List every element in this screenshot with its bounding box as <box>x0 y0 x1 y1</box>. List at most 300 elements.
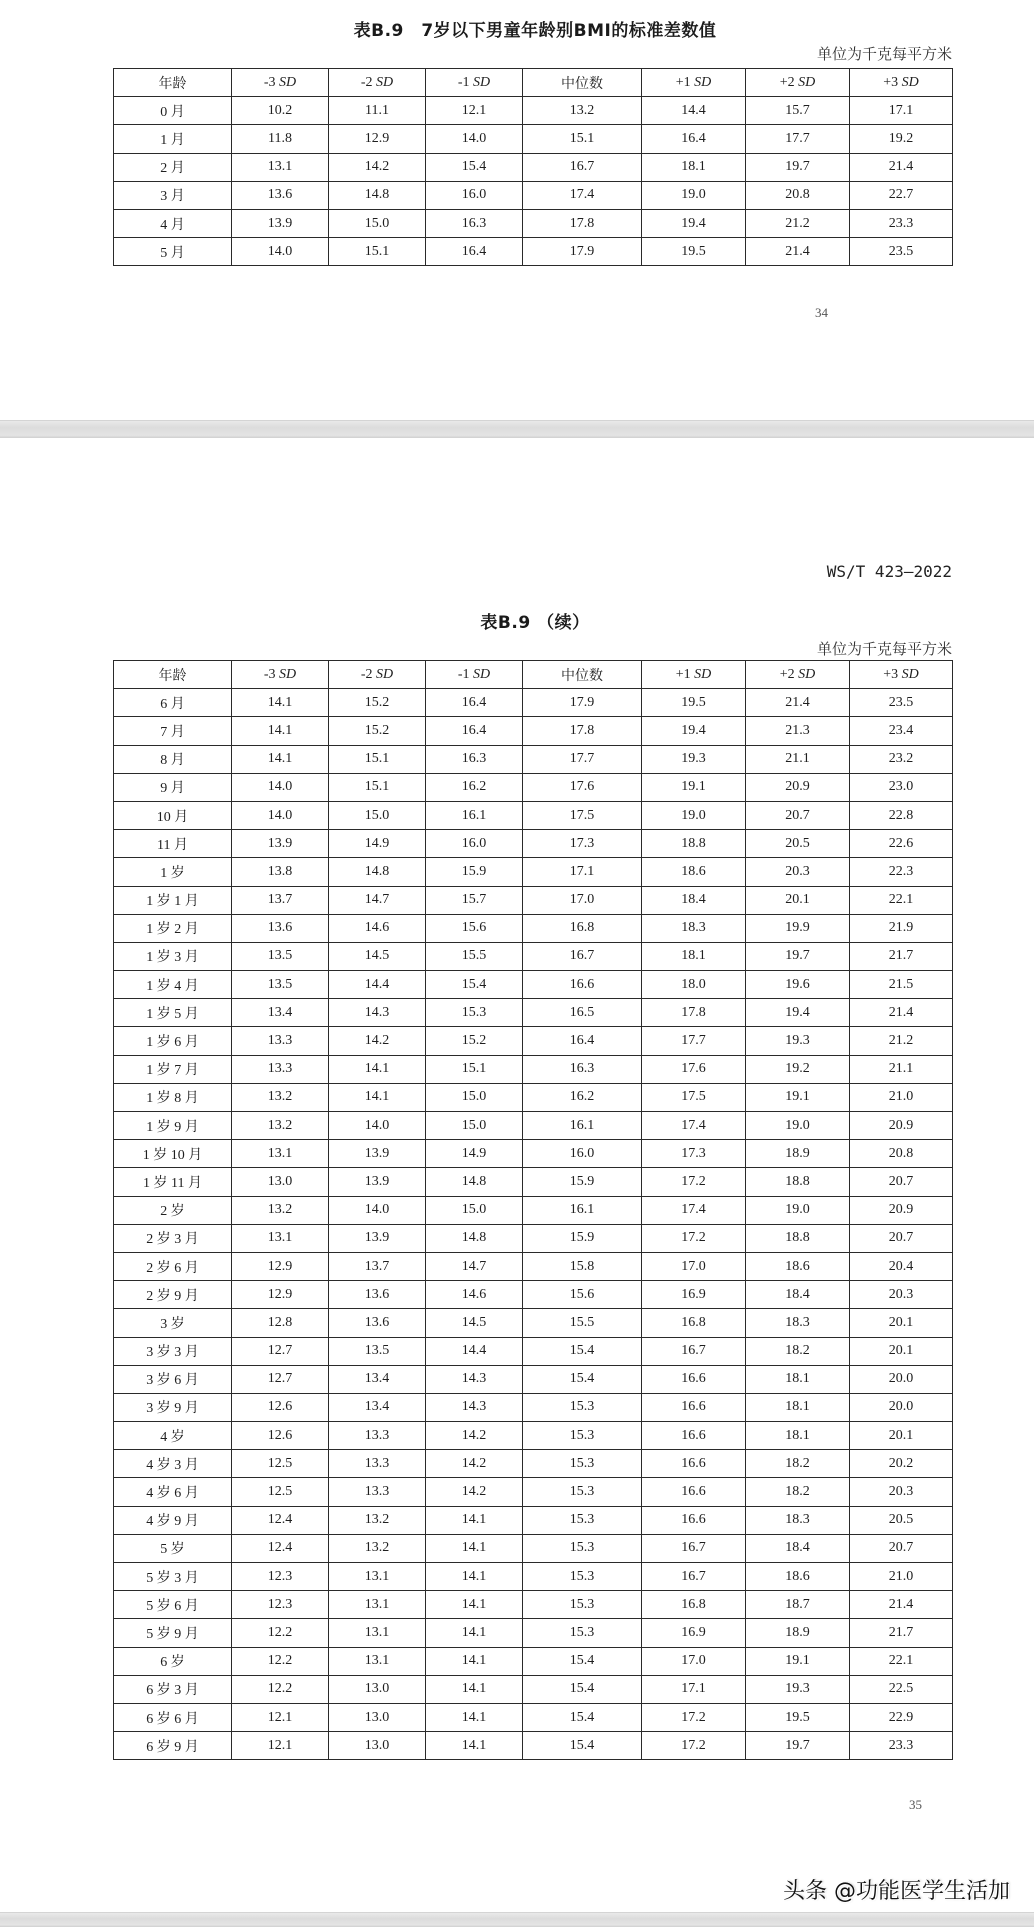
value-cell: 15.7 <box>746 97 850 125</box>
table-row <box>114 1055 953 1083</box>
table-row <box>114 1168 953 1196</box>
value-cell: 16.1 <box>523 1112 642 1140</box>
value-cell: 15.1 <box>329 238 426 266</box>
value-cell: 16.6 <box>642 1422 746 1450</box>
table-row <box>114 1450 953 1478</box>
value-cell: 17.8 <box>523 209 642 237</box>
column-header-label: 年龄 <box>158 76 187 92</box>
value-cell: 17.2 <box>642 1703 746 1731</box>
value-cell: 18.1 <box>642 153 746 181</box>
sd-unit-label: SD <box>279 74 297 90</box>
value-cell: 15.3 <box>523 1563 642 1591</box>
value-cell: 14.1 <box>426 1534 523 1562</box>
value-cell: 13.1 <box>232 1224 329 1252</box>
age-cell: 3 岁 3 月 <box>114 1337 232 1365</box>
value-cell: 15.4 <box>523 1732 642 1760</box>
value-cell: 17.3 <box>642 1140 746 1168</box>
column-header-label: 中位数 <box>561 76 603 92</box>
value-cell: 18.0 <box>642 971 746 999</box>
value-cell: 16.6 <box>642 1450 746 1478</box>
value-cell: 20.7 <box>850 1534 953 1562</box>
age-cell: 2 月 <box>114 153 232 181</box>
value-cell: 13.5 <box>232 942 329 970</box>
column-header-label: 中位数 <box>561 668 603 684</box>
table-row <box>114 745 953 773</box>
value-cell: 12.9 <box>232 1281 329 1309</box>
value-cell: 19.9 <box>746 914 850 942</box>
sd-unit-label: SD <box>901 666 919 682</box>
value-cell: 21.4 <box>746 689 850 717</box>
value-cell: 15.2 <box>329 717 426 745</box>
value-cell: 13.2 <box>232 1196 329 1224</box>
value-cell: 17.1 <box>642 1675 746 1703</box>
value-cell: 18.3 <box>642 914 746 942</box>
table-title: 表B.9 7岁以下男童年龄别BMI的标准差数值 <box>353 21 717 41</box>
sd-unit-label: SD <box>376 666 394 682</box>
column-header-label: -2 <box>360 666 377 682</box>
value-cell: 14.5 <box>329 942 426 970</box>
value-cell: 12.1 <box>232 1703 329 1731</box>
value-cell: 14.9 <box>426 1140 523 1168</box>
column-header <box>114 661 232 689</box>
value-cell: 12.5 <box>232 1478 329 1506</box>
table-row <box>114 1337 953 1365</box>
column-header-label: +1 <box>675 666 695 682</box>
sd-unit-label: SD <box>473 666 491 682</box>
column-header <box>329 661 426 689</box>
value-cell: 13.0 <box>329 1732 426 1760</box>
value-cell: 20.3 <box>746 858 850 886</box>
value-cell: 15.2 <box>329 689 426 717</box>
value-cell: 15.3 <box>523 1478 642 1506</box>
value-cell: 13.3 <box>329 1478 426 1506</box>
column-header <box>850 661 953 689</box>
value-cell: 15.0 <box>426 1196 523 1224</box>
value-cell: 13.3 <box>329 1450 426 1478</box>
age-cell: 1 月 <box>114 125 232 153</box>
age-cell: 2 岁 3 月 <box>114 1224 232 1252</box>
age-cell: 3 月 <box>114 181 232 209</box>
value-cell: 17.7 <box>523 745 642 773</box>
value-cell: 13.5 <box>232 971 329 999</box>
column-header <box>426 69 523 97</box>
value-cell: 15.4 <box>523 1647 642 1675</box>
value-cell: 12.3 <box>232 1591 329 1619</box>
table-row <box>114 1365 953 1393</box>
table-row <box>114 1534 953 1562</box>
value-cell: 13.1 <box>329 1563 426 1591</box>
value-cell: 14.4 <box>329 971 426 999</box>
table-row <box>114 999 953 1027</box>
sd-unit-label: SD <box>694 666 712 682</box>
value-cell: 16.6 <box>642 1365 746 1393</box>
table-row <box>114 1140 953 1168</box>
table-row <box>114 1083 953 1111</box>
value-cell: 15.9 <box>523 1168 642 1196</box>
value-cell: 20.1 <box>850 1309 953 1337</box>
value-cell: 14.4 <box>426 1337 523 1365</box>
table-row <box>114 1591 953 1619</box>
value-cell: 15.0 <box>426 1083 523 1111</box>
value-cell: 17.5 <box>642 1083 746 1111</box>
age-cell: 5 岁 <box>114 1534 232 1562</box>
value-cell: 20.8 <box>746 181 850 209</box>
page-number: 34 <box>815 305 828 320</box>
value-cell: 20.5 <box>746 830 850 858</box>
value-cell: 23.4 <box>850 717 953 745</box>
value-cell: 17.4 <box>642 1112 746 1140</box>
value-cell: 20.8 <box>850 1140 953 1168</box>
value-cell: 17.3 <box>523 830 642 858</box>
table-row <box>114 1309 953 1337</box>
value-cell: 16.6 <box>642 1393 746 1421</box>
value-cell: 15.3 <box>426 999 523 1027</box>
value-cell: 23.3 <box>850 1732 953 1760</box>
value-cell: 13.4 <box>232 999 329 1027</box>
value-cell: 18.1 <box>746 1393 850 1421</box>
value-cell: 13.6 <box>232 914 329 942</box>
value-cell: 13.9 <box>329 1140 426 1168</box>
value-cell: 23.2 <box>850 745 953 773</box>
value-cell: 15.4 <box>523 1675 642 1703</box>
value-cell: 14.0 <box>232 801 329 829</box>
value-cell: 12.1 <box>232 1732 329 1760</box>
column-header <box>329 69 426 97</box>
value-cell: 13.2 <box>232 1112 329 1140</box>
value-cell: 14.1 <box>426 1506 523 1534</box>
value-cell: 23.5 <box>850 689 953 717</box>
value-cell: 16.7 <box>642 1337 746 1365</box>
value-cell: 16.4 <box>523 1027 642 1055</box>
value-cell: 17.5 <box>523 801 642 829</box>
age-cell: 5 月 <box>114 238 232 266</box>
table-row <box>114 1563 953 1591</box>
value-cell: 14.1 <box>426 1563 523 1591</box>
value-cell: 18.9 <box>746 1619 850 1647</box>
value-cell: 13.5 <box>329 1337 426 1365</box>
value-cell: 15.5 <box>523 1309 642 1337</box>
value-cell: 13.0 <box>232 1168 329 1196</box>
value-cell: 16.8 <box>523 914 642 942</box>
value-cell: 22.1 <box>850 1647 953 1675</box>
column-header <box>850 69 953 97</box>
value-cell: 17.0 <box>642 1647 746 1675</box>
value-cell: 21.4 <box>850 1591 953 1619</box>
table-row <box>114 97 953 125</box>
value-cell: 18.1 <box>642 942 746 970</box>
age-cell: 4 岁 3 月 <box>114 1450 232 1478</box>
value-cell: 21.5 <box>850 971 953 999</box>
table-row <box>114 858 953 886</box>
value-cell: 14.3 <box>426 1393 523 1421</box>
value-cell: 14.8 <box>426 1168 523 1196</box>
value-cell: 14.0 <box>329 1112 426 1140</box>
table-header-row <box>114 661 953 689</box>
value-cell: 16.7 <box>642 1534 746 1562</box>
value-cell: 18.1 <box>746 1365 850 1393</box>
value-cell: 16.8 <box>642 1591 746 1619</box>
age-cell: 6 月 <box>114 689 232 717</box>
table-row <box>114 830 953 858</box>
value-cell: 13.9 <box>329 1168 426 1196</box>
table-row <box>114 1732 953 1760</box>
value-cell: 23.3 <box>850 209 953 237</box>
value-cell: 23.0 <box>850 773 953 801</box>
column-header-label: +2 <box>779 74 799 90</box>
value-cell: 13.6 <box>329 1281 426 1309</box>
value-cell: 15.3 <box>523 1619 642 1647</box>
age-cell: 1 岁 2 月 <box>114 914 232 942</box>
value-cell: 18.7 <box>746 1591 850 1619</box>
value-cell: 13.3 <box>232 1027 329 1055</box>
value-cell: 12.9 <box>232 1252 329 1280</box>
value-cell: 14.8 <box>426 1224 523 1252</box>
value-cell: 17.2 <box>642 1168 746 1196</box>
age-cell: 1 岁 4 月 <box>114 971 232 999</box>
value-cell: 13.4 <box>329 1393 426 1421</box>
value-cell: 18.4 <box>642 886 746 914</box>
age-cell: 1 岁 1 月 <box>114 886 232 914</box>
value-cell: 20.4 <box>850 1252 953 1280</box>
column-header <box>232 69 329 97</box>
value-cell: 20.0 <box>850 1393 953 1421</box>
value-cell: 14.7 <box>426 1252 523 1280</box>
value-cell: 22.3 <box>850 858 953 886</box>
value-cell: 12.1 <box>426 97 523 125</box>
value-cell: 16.0 <box>426 181 523 209</box>
value-cell: 19.4 <box>642 209 746 237</box>
value-cell: 12.5 <box>232 1450 329 1478</box>
bmi-table-part2 <box>113 660 953 1760</box>
value-cell: 15.7 <box>426 886 523 914</box>
value-cell: 13.6 <box>232 181 329 209</box>
value-cell: 15.3 <box>523 1506 642 1534</box>
value-cell: 13.4 <box>329 1365 426 1393</box>
value-cell: 21.4 <box>850 153 953 181</box>
value-cell: 16.8 <box>642 1309 746 1337</box>
page-separator <box>0 420 1034 438</box>
value-cell: 21.7 <box>850 1619 953 1647</box>
value-cell: 13.1 <box>232 153 329 181</box>
value-cell: 17.8 <box>523 717 642 745</box>
column-header <box>523 661 642 689</box>
value-cell: 19.2 <box>746 1055 850 1083</box>
column-header <box>114 69 232 97</box>
value-cell: 19.0 <box>746 1112 850 1140</box>
value-cell: 17.6 <box>642 1055 746 1083</box>
value-cell: 16.7 <box>523 942 642 970</box>
value-cell: 17.2 <box>642 1732 746 1760</box>
value-cell: 15.8 <box>523 1252 642 1280</box>
age-cell: 1 岁 8 月 <box>114 1083 232 1111</box>
table-row <box>114 717 953 745</box>
value-cell: 17.0 <box>642 1252 746 1280</box>
value-cell: 19.5 <box>642 689 746 717</box>
value-cell: 16.6 <box>642 1478 746 1506</box>
value-cell: 16.6 <box>523 971 642 999</box>
value-cell: 22.6 <box>850 830 953 858</box>
value-cell: 15.0 <box>329 801 426 829</box>
value-cell: 17.4 <box>523 181 642 209</box>
value-cell: 14.2 <box>426 1450 523 1478</box>
value-cell: 14.2 <box>329 1027 426 1055</box>
value-cell: 18.8 <box>746 1224 850 1252</box>
value-cell: 20.1 <box>850 1422 953 1450</box>
value-cell: 21.3 <box>746 717 850 745</box>
value-cell: 15.3 <box>523 1591 642 1619</box>
value-cell: 14.1 <box>426 1703 523 1731</box>
column-header <box>523 69 642 97</box>
value-cell: 22.8 <box>850 801 953 829</box>
age-cell: 1 岁 5 月 <box>114 999 232 1027</box>
value-cell: 17.2 <box>642 1224 746 1252</box>
value-cell: 16.6 <box>642 1506 746 1534</box>
table-row <box>114 689 953 717</box>
value-cell: 14.2 <box>426 1422 523 1450</box>
value-cell: 14.3 <box>426 1365 523 1393</box>
value-cell: 18.4 <box>746 1534 850 1562</box>
value-cell: 13.8 <box>232 858 329 886</box>
age-cell: 5 岁 6 月 <box>114 1591 232 1619</box>
value-cell: 13.1 <box>329 1591 426 1619</box>
age-cell: 3 岁 9 月 <box>114 1393 232 1421</box>
value-cell: 18.8 <box>642 830 746 858</box>
table-row <box>114 942 953 970</box>
age-cell: 5 岁 9 月 <box>114 1619 232 1647</box>
value-cell: 14.2 <box>329 153 426 181</box>
table-row <box>114 914 953 942</box>
column-header-label: -1 <box>457 666 474 682</box>
age-cell: 1 岁 6 月 <box>114 1027 232 1055</box>
value-cell: 14.5 <box>426 1309 523 1337</box>
value-cell: 13.6 <box>329 1309 426 1337</box>
value-cell: 15.1 <box>329 773 426 801</box>
age-cell: 4 岁 6 月 <box>114 1478 232 1506</box>
value-cell: 23.5 <box>850 238 953 266</box>
age-cell: 3 岁 6 月 <box>114 1365 232 1393</box>
value-cell: 18.3 <box>746 1309 850 1337</box>
column-header-label: +2 <box>779 666 799 682</box>
value-cell: 16.4 <box>426 238 523 266</box>
value-cell: 19.6 <box>746 971 850 999</box>
value-cell: 20.3 <box>850 1281 953 1309</box>
value-cell: 13.1 <box>329 1647 426 1675</box>
age-cell: 1 岁 10 月 <box>114 1140 232 1168</box>
page-number: 35 <box>909 1797 922 1812</box>
value-cell: 19.0 <box>642 801 746 829</box>
value-cell: 14.2 <box>426 1478 523 1506</box>
value-cell: 15.0 <box>329 209 426 237</box>
value-cell: 22.1 <box>850 886 953 914</box>
value-cell: 16.9 <box>642 1619 746 1647</box>
age-cell: 2 岁 6 月 <box>114 1252 232 1280</box>
value-cell: 14.1 <box>426 1675 523 1703</box>
value-cell: 12.2 <box>232 1647 329 1675</box>
value-cell: 13.2 <box>329 1534 426 1562</box>
value-cell: 15.4 <box>523 1365 642 1393</box>
value-cell: 15.1 <box>523 125 642 153</box>
column-header-label: +3 <box>883 666 902 682</box>
value-cell: 19.2 <box>850 125 953 153</box>
table-header-row <box>114 69 953 97</box>
value-cell: 17.9 <box>523 689 642 717</box>
value-cell: 16.2 <box>426 773 523 801</box>
value-cell: 16.7 <box>523 153 642 181</box>
value-cell: 15.4 <box>523 1703 642 1731</box>
value-cell: 15.6 <box>523 1281 642 1309</box>
column-header <box>232 661 329 689</box>
column-header-label: -3 <box>263 666 280 682</box>
table-row <box>114 971 953 999</box>
value-cell: 16.4 <box>426 689 523 717</box>
value-cell: 20.9 <box>850 1196 953 1224</box>
value-cell: 14.8 <box>329 181 426 209</box>
value-cell: 21.4 <box>746 238 850 266</box>
unit-label: 单位为千克每平方米 <box>816 45 952 63</box>
table-row <box>114 1675 953 1703</box>
value-cell: 14.6 <box>329 914 426 942</box>
sd-unit-label: SD <box>798 666 816 682</box>
value-cell: 18.2 <box>746 1450 850 1478</box>
value-cell: 16.7 <box>642 1563 746 1591</box>
value-cell: 15.4 <box>426 153 523 181</box>
value-cell: 16.1 <box>426 801 523 829</box>
value-cell: 20.1 <box>850 1337 953 1365</box>
table-row <box>114 125 953 153</box>
value-cell: 12.2 <box>232 1675 329 1703</box>
sd-unit-label: SD <box>798 74 816 90</box>
age-cell: 3 岁 <box>114 1309 232 1337</box>
age-cell: 1 岁 7 月 <box>114 1055 232 1083</box>
value-cell: 18.2 <box>746 1337 850 1365</box>
value-cell: 20.1 <box>746 886 850 914</box>
value-cell: 12.7 <box>232 1337 329 1365</box>
value-cell: 19.4 <box>642 717 746 745</box>
value-cell: 10.2 <box>232 97 329 125</box>
age-cell: 2 岁 9 月 <box>114 1281 232 1309</box>
age-cell: 7 月 <box>114 717 232 745</box>
value-cell: 20.7 <box>850 1224 953 1252</box>
value-cell: 13.2 <box>232 1083 329 1111</box>
page-separator <box>0 1912 1034 1927</box>
value-cell: 19.7 <box>746 1732 850 1760</box>
value-cell: 13.9 <box>232 830 329 858</box>
value-cell: 20.0 <box>850 1365 953 1393</box>
table-row <box>114 1703 953 1731</box>
value-cell: 13.9 <box>329 1224 426 1252</box>
age-cell: 9 月 <box>114 773 232 801</box>
value-cell: 18.9 <box>746 1140 850 1168</box>
value-cell: 19.1 <box>746 1083 850 1111</box>
column-header <box>746 661 850 689</box>
value-cell: 18.6 <box>746 1563 850 1591</box>
column-header-label: +1 <box>675 74 695 90</box>
age-cell: 1 岁 3 月 <box>114 942 232 970</box>
table-row <box>114 773 953 801</box>
column-header <box>642 69 746 97</box>
standard-code: WS/T 423—2022 <box>826 562 952 581</box>
value-cell: 22.5 <box>850 1675 953 1703</box>
value-cell: 14.4 <box>642 97 746 125</box>
value-cell: 15.1 <box>329 745 426 773</box>
value-cell: 21.0 <box>850 1083 953 1111</box>
table-row <box>114 1224 953 1252</box>
value-cell: 19.0 <box>642 181 746 209</box>
table-row <box>114 238 953 266</box>
age-cell: 10 月 <box>114 801 232 829</box>
age-cell: 0 月 <box>114 97 232 125</box>
table-row <box>114 801 953 829</box>
